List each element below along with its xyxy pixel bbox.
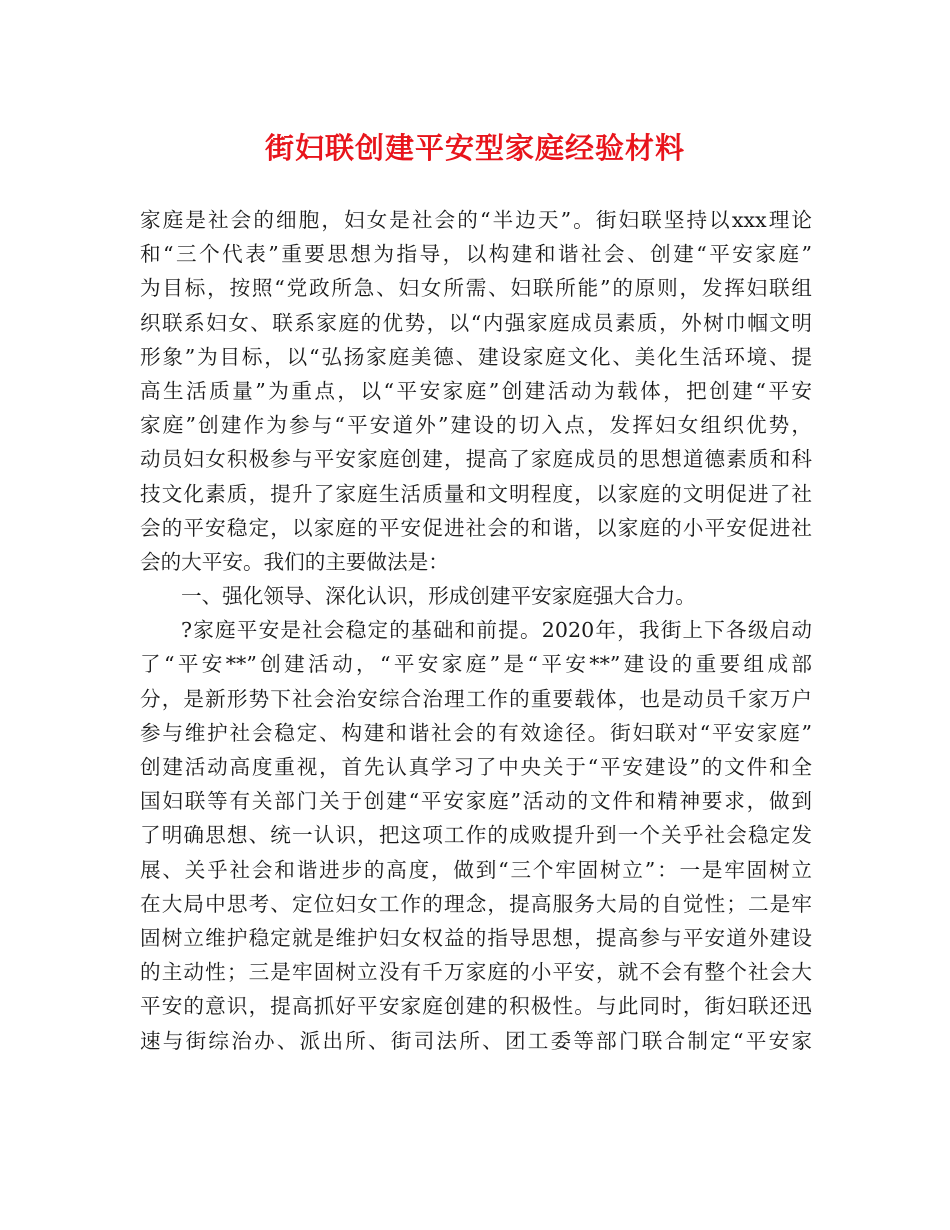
- body-line: 速与街综治办、派出所、街司法所、团工委等部门联合制定“平安家: [140, 1028, 812, 1053]
- body-line: 固树立维护稳定就是维护妇女权益的指导思想，提高参与平安道外建设: [140, 925, 812, 950]
- body-line: 织联系妇女、联系家庭的优势，以“内强家庭成员素质，外树巾帼文明: [140, 310, 812, 335]
- body-line: 动员妇女积极参与平安家庭创建，提高了家庭成员的思想道德素质和科: [140, 447, 812, 472]
- document-body: [140, 203, 812, 1058]
- body-line: 技文化素质，提升了家庭生活质量和文明程度，以家庭的文明促进了社: [140, 481, 812, 506]
- body-line: 的主动性；三是牢固树立没有千万家庭的小平安，就不会有整个社会大: [140, 960, 812, 985]
- body-line: 了“平安**”创建活动，“平安家庭”是“平安**”建设的重要组成部: [140, 652, 812, 677]
- body-line: 参与维护社会稳定、构建和谐社会的有效途径。街妇联对“平安家庭”: [140, 720, 812, 745]
- body-line: 家庭是社会的细胞，妇女是社会的“半边天”。街妇联坚持以xxx理论: [140, 208, 812, 232]
- body-line: 在大局中思考、定位妇女工作的理念，提高服务大局的自觉性；二是牢: [140, 891, 812, 916]
- body-line: ?家庭平安是社会稳定的基础和前提。2020年，我街上下各级启动: [181, 618, 812, 643]
- body-line: 了明确思想、统一认识，把这项工作的成败提升到一个关乎社会稳定发: [140, 823, 812, 848]
- body-line: 为目标，按照“党政所急、妇女所需、妇联所能”的原则，发挥妇联组: [140, 276, 812, 301]
- body-line: 国妇联等有关部门关于创建“平安家庭”活动的文件和精神要求，做到: [140, 789, 812, 814]
- body-line: 会的平安稳定，以家庭的平安促进社会的和谐，以家庭的小平安促进社: [140, 515, 812, 540]
- body-line: 平安的意识，提高抓好平安家庭创建的积极性。与此同时，街妇联还迅: [140, 994, 812, 1019]
- section-heading: 一、强化领导、深化认识，形成创建平安家庭强大合力。: [181, 584, 696, 609]
- body-line: 创建活动高度重视，首先认真学习了中央关于“平安建设”的文件和全: [140, 755, 812, 779]
- body-line: 形象”为目标，以“弘扬家庭美德、建设家庭文化、美化生活环境、提: [140, 344, 812, 369]
- body-line: 高生活质量”为重点，以“平安家庭”创建活动为载体，把创建“平安: [140, 378, 812, 403]
- body-line: 家庭”创建作为参与“平安道外”建设的切入点，发挥妇女组织优势，: [140, 413, 812, 438]
- body-line: 分，是新形势下社会治安综合治理工作的重要载体，也是动员千家万户: [140, 686, 812, 711]
- body-line: 会的大平安。我们的主要做法是：: [140, 549, 449, 574]
- body-line: 和“三个代表”重要思想为指导，以构建和谐社会、创建“平安家庭”: [140, 242, 812, 267]
- body-line: 展、关乎社会和谐进步的高度，做到“三个牢固树立”：一是牢固树立: [140, 857, 812, 882]
- document-title: 街妇联创建平安型家庭经验材料: [264, 131, 685, 165]
